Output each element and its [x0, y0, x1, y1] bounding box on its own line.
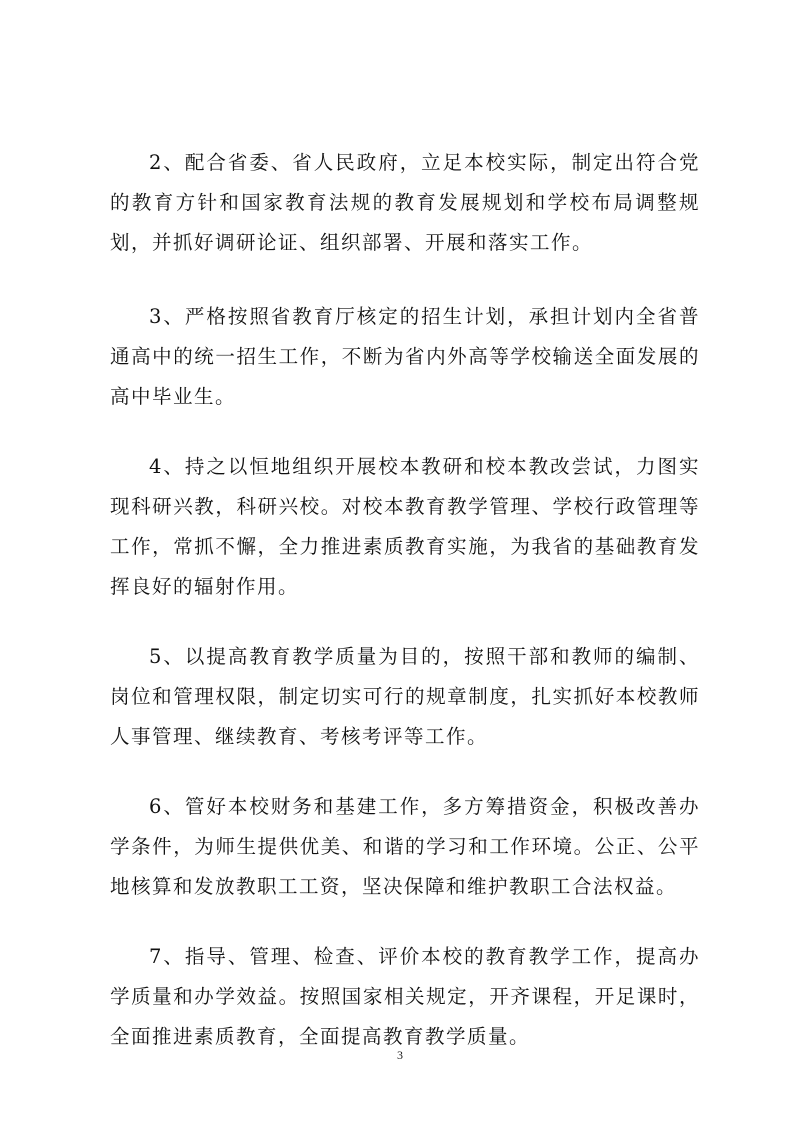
paragraph-item-4: 4、持之以恒地组织开展校本教研和校本教改尝试，力图实现科研兴教，科研兴校。对校本教育教学管理、学校行政管理等工作，常抓不懈，全力推进素质教育实施，为我省的基础教育发挥良好的辐射作用。: [110, 455, 700, 598]
page-number: 3: [397, 1048, 403, 1062]
paragraph-item-6: 6、管好本校财务和基建工作，多方筹措资金，积极改善办学条件，为师生提供优美、和谐的学习和工作环境。公正、公平地核算和发放教职工工资，坚决保障和维护教职工合法权益。: [110, 795, 700, 898]
paragraph-item-2: 2、配合省委、省人民政府，立足本校实际，制定出符合党的教育方针和国家教育法规的教育发展规划和学校布局调整规划，并抓好调研论证、组织部署、开展和落实工作。: [110, 151, 700, 254]
paragraph-item-3: 3、严格按照省教育厅核定的招生计划，承担计划内全省普通高中的统一招生工作，不断为省内外高等学校输送全面发展的高中毕业生。: [110, 305, 700, 408]
paragraph-item-7: 7、指导、管理、检查、评价本校的教育教学工作，提高办学质量和办学效益。按照国家相关规定，开齐课程，开足课时，全面推进素质教育，全面提高教育教学质量。: [110, 945, 700, 1048]
document-body: [110, 143, 700, 1087]
paragraph-item-5: 5、以提高教育教学质量为目的，按照干部和教师的编制、岗位和管理权限，制定切实可行的规章制度，扎实抓好本校教师人事管理、继续教育、考核考评等工作。: [110, 645, 700, 748]
